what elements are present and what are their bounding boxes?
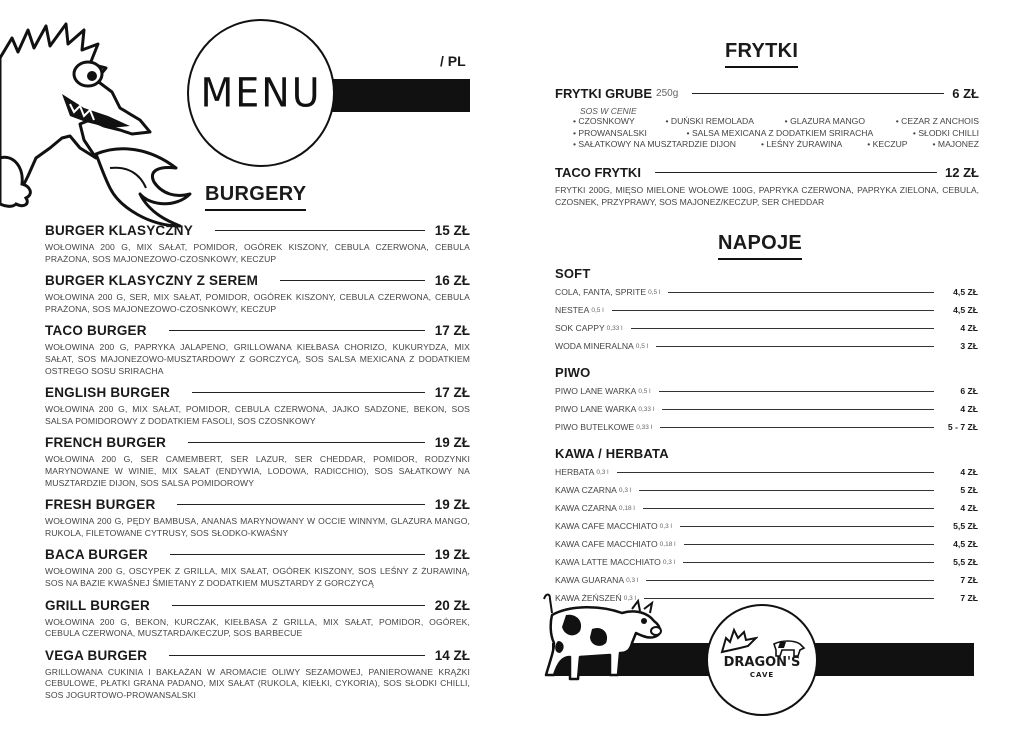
drink-price: 4,5 ZŁ <box>953 305 978 315</box>
price-leader <box>660 427 934 428</box>
drinks-list <box>555 266 978 607</box>
fries-thick-weight: 250g <box>656 88 679 99</box>
brand-logo <box>706 604 818 716</box>
drink-volume: 0,5 l <box>591 306 604 314</box>
burger-description: WOŁOWINA 200 G, MIX SAŁAT, POMIDOR, CEBULA CZERWONA, JAJKO SADZONE, BEKON, SOS SALSA POMIDOROWY Z DODATKIEM FASOLI, SOS CZOSNKOWY <box>45 404 470 426</box>
burger-name: BACA BURGER <box>45 547 148 563</box>
drink-name: KAWA GUARANA <box>555 575 625 585</box>
drink-row <box>555 283 978 301</box>
burger-price: 16 ZŁ <box>434 273 470 289</box>
burger-name: TACO BURGER <box>45 323 147 339</box>
drink-price: 3 ZŁ <box>960 341 978 351</box>
sauce-row <box>573 116 979 128</box>
drink-name: PIWO LANE WARKA <box>555 404 637 414</box>
fries-thick-section <box>555 85 979 151</box>
price-leader <box>659 391 934 392</box>
burger-price: 19 ZŁ <box>434 547 470 563</box>
burger-name: FRESH BURGER <box>45 497 156 513</box>
sauce-option: • LEŚNY ŻURAWINA <box>761 139 842 151</box>
drink-volume: 0,5 l <box>638 387 651 395</box>
burger-description: WOŁOWINA 200 G, PAPRYKA JALAPENO, GRILLOWANA KIEŁBASA CHORIZO, KUKURYDZA, MIX SAŁAT, SOS MAJONEZOWO-MUSZTARDOWY Z GORCZYCĄ, SOS SALSA MEXICANA Z DODATKIEM OSTREGO SOSU SRIRACHA <box>45 342 470 376</box>
drink-row <box>555 463 978 481</box>
fries-thick-name: FRYTKI GRUBE <box>555 86 653 101</box>
price-leader <box>617 472 934 473</box>
burger-name: BURGER KLASYCZNY Z SEREM <box>45 273 259 289</box>
price-leader <box>169 330 425 331</box>
burger-name: GRILL BURGER <box>45 597 150 613</box>
price-leader <box>683 562 934 563</box>
drink-category-title: KAWA / HERBATA <box>555 446 669 461</box>
drink-volume: 0,3 l <box>659 522 672 530</box>
sauce-option: • MAJONEZ <box>933 139 979 151</box>
drink-volume: 0,18 l <box>659 540 676 548</box>
burger-item <box>45 272 470 315</box>
drink-volume: 0,18 l <box>618 504 635 512</box>
dragon-illustration <box>0 8 200 228</box>
sauce-list <box>555 116 979 151</box>
drink-price: 4 ZŁ <box>960 323 978 333</box>
price-leader <box>639 490 934 491</box>
price-leader <box>192 392 425 393</box>
drink-row <box>555 553 978 571</box>
burger-item <box>45 222 470 265</box>
price-leader <box>644 598 934 599</box>
sauce-option: • DUŃSKI REMOLADA <box>665 116 754 128</box>
drink-name: NESTEA <box>555 305 590 315</box>
drink-name: PIWO LANE WARKA <box>555 386 637 396</box>
burger-item <box>45 322 470 377</box>
price-leader <box>215 230 425 231</box>
burger-item <box>45 597 470 640</box>
burger-price: 19 ZŁ <box>434 435 470 451</box>
drink-category-title: SOFT <box>555 266 591 281</box>
menu-badge <box>187 19 335 167</box>
drink-row <box>555 481 978 499</box>
drink-volume: 0,5 l <box>648 288 661 296</box>
menu-title: MENU <box>200 69 322 117</box>
drink-name: KAWA CZARNA <box>555 503 617 513</box>
burger-item <box>45 434 470 489</box>
sauce-row <box>573 128 979 140</box>
drink-price: 4 ZŁ <box>960 503 978 513</box>
burger-description: GRILLOWANA CUKINIA I BAKŁAŻAN W AROMACIE OLIWY SEZAMOWEJ, PANIEROWANE KRĄŻKI CEBULOWE, PŁATKI GRANA PADANO, MIX SAŁAT (RUKOLA, KIEŁKI, CYKORIA), SOS SŁODKI CHILLI, SOS JOGURTOWO-PROWANSALSKI <box>45 666 470 700</box>
price-leader <box>656 346 934 347</box>
burger-name: VEGA BURGER <box>45 647 148 663</box>
drink-volume: 0,3 l <box>623 594 636 602</box>
drink-row <box>555 571 978 589</box>
drink-price: 4,5 ZŁ <box>953 287 978 297</box>
price-leader <box>612 310 934 311</box>
drink-category-title: PIWO <box>555 365 591 380</box>
drink-volume: 0,3 l <box>596 468 609 476</box>
drink-name: WODA MINERALNA <box>555 341 634 351</box>
burger-name: BURGER KLASYCZNY <box>45 223 193 238</box>
drink-price: 5 ZŁ <box>960 485 978 495</box>
taco-fries-leader <box>655 172 937 173</box>
drink-volume: 0,33 l <box>636 423 653 431</box>
logo-text <box>724 657 801 681</box>
burger-description: WOŁOWINA 200 G, SER CAMEMBERT, SER LAZUR, SER CHEDDAR, POMIDOR, RODZYNKI MARYNOWANE W WINIE, MIX SAŁAT (ENDYWIA, LODOWA, RADICCHIO), SOS SAŁATKOWY NA MUSZTARDZIE DIJON, SOS SALSA POMIDOROWY <box>45 454 470 488</box>
sauce-option: • CZOSNKOWY <box>573 116 635 128</box>
price-leader <box>680 526 934 527</box>
drink-name: KAWA CAFE MACCHIATO <box>555 539 658 549</box>
drink-volume: 0,33 l <box>638 405 655 413</box>
logo-line-2: CAVE <box>749 671 775 679</box>
drink-price: 4 ZŁ <box>960 467 978 477</box>
drink-name: KAWA CAFE MACCHIATO <box>555 521 658 531</box>
drink-price: 5,5 ZŁ <box>953 557 978 567</box>
burger-list <box>45 222 470 708</box>
sauce-option: • GLAZURA MANGO <box>785 116 865 128</box>
taco-fries-price: 12 ZŁ <box>945 165 979 180</box>
logo-dragon-icon <box>720 624 758 654</box>
burger-price: 17 ZŁ <box>434 323 470 339</box>
burger-name: ENGLISH BURGER <box>45 385 171 401</box>
drink-name: KAWA CZARNA <box>555 485 617 495</box>
price-leader <box>280 280 425 281</box>
drink-volume: 0,33 l <box>606 324 623 332</box>
language-label: / PL <box>440 53 466 69</box>
napoje-title: NAPOJE <box>718 232 802 260</box>
drink-row <box>555 517 978 535</box>
burger-item <box>45 496 470 539</box>
price-leader <box>177 504 424 505</box>
drink-volume: 0,3 l <box>662 558 676 566</box>
price-leader <box>188 442 425 443</box>
burgers-title: BURGERY <box>205 183 306 211</box>
sauce-label: SOS W CENIE <box>580 106 637 116</box>
drink-name: COLA, FANTA, SPRITE <box>555 287 647 297</box>
sauce-option: • PROWANSALSKI <box>573 128 647 140</box>
drink-price: 7 ZŁ <box>960 593 978 603</box>
drink-row <box>555 499 978 517</box>
drink-row <box>555 382 978 400</box>
burger-name: FRENCH BURGER <box>45 435 167 451</box>
burger-price: 15 ZŁ <box>434 223 470 238</box>
drink-price: 4,5 ZŁ <box>953 539 978 549</box>
taco-fries-section <box>555 164 979 208</box>
drink-row <box>555 535 978 553</box>
drink-volume: 0,3 l <box>626 576 639 584</box>
sauce-option: • SALSA MEXICANA Z DODATKIEM SRIRACHA <box>687 128 874 140</box>
drink-name: KAWA ŻEŃSZEŃ <box>555 593 622 603</box>
drink-price: 4 ZŁ <box>960 404 978 414</box>
fries-thick-price: 6 ZŁ <box>952 86 979 101</box>
logo-line-1: DRAGON'S <box>723 655 801 670</box>
burger-description: WOŁOWINA 200 G, PĘDY BAMBUSA, ANANAS MARYNOWANY W OCCIE WINNYM, GLAZURA MANGO, RUKOLA, FILETOWANE CYTRUSY, SOS SŁODKO-KWAŚNY <box>45 516 470 538</box>
sauce-option: • KECZUP <box>867 139 907 151</box>
burger-price: 20 ZŁ <box>434 597 470 613</box>
drink-row <box>555 319 978 337</box>
burger-item <box>45 384 470 427</box>
taco-fries-name: TACO FRYTKI <box>555 165 641 180</box>
price-leader <box>646 580 934 581</box>
drink-price: 7 ZŁ <box>960 575 978 585</box>
burger-description: WOŁOWINA 200 G, OSCYPEK Z GRILLA, MIX SAŁAT, OGÓREK KISZONY, SOS LEŚNY Z ŻURAWINĄ, SOS NA BAZIE KWAŚNEJ ŚMIETANY Z DODATKIEM MUSZTARDY Z GORCZYCĄ <box>45 566 470 588</box>
drink-row <box>555 301 978 319</box>
burger-description: WOŁOWINA 200 G, MIX SAŁAT, POMIDOR, OGÓREK KISZONY, CEBULA CZERWONA, CEBULA PRAŻONA, SOS MAJONEZOWO-CZOSNKOWY, KECZUP <box>45 242 470 264</box>
sauce-option: • SŁODKI CHILLI <box>913 128 979 140</box>
drink-name: KAWA LATTE MACCHIATO <box>555 557 661 567</box>
taco-fries-desc: FRYTKI 200G, MIĘSO MIELONE WOŁOWE 100G, PAPRYKA CZERWONA, PAPRYKA ZIELONA, CEBULA, CZOSNEK, PRZYPRAWY, SOS MAJONEZ/KECZUP, SER CHEDDAR <box>555 185 979 207</box>
burger-item <box>45 546 470 589</box>
drink-price: 5 - 7 ZŁ <box>947 422 978 432</box>
burger-description: WOŁOWINA 200 G, SER, MIX SAŁAT, POMIDOR, OGÓREK KISZONY, CEBULA CZERWONA, CEBULA PRAŻONA, SOS MAJONEZOWO-CZOSNKOWY, KECZUP <box>45 292 470 314</box>
sauce-option: • CEZAR Z ANCHOIS <box>896 116 979 128</box>
burger-price: 19 ZŁ <box>434 497 470 513</box>
price-leader <box>631 328 934 329</box>
price-leader <box>668 292 934 293</box>
drink-name: SOK CAPPY <box>555 323 605 333</box>
drink-row <box>555 418 978 436</box>
drink-volume: 0,3 l <box>618 486 632 494</box>
burger-item <box>45 647 470 702</box>
drink-row <box>555 337 978 355</box>
price-leader <box>684 544 934 545</box>
burger-description: WOŁOWINA 200 G, BEKON, KURCZAK, KIEŁBASA Z GRILLA, MIX SAŁAT, POMIDOR, OGÓREK, CEBULA CZERWONA, MUSZTARDA/KECZUP, SOS BARBECUE <box>45 616 470 639</box>
price-leader <box>169 655 425 656</box>
cow-illustration <box>540 591 665 686</box>
price-leader <box>662 409 934 410</box>
price-leader <box>643 508 934 509</box>
fries-thick-leader <box>692 93 944 94</box>
logo-cow-icon <box>772 636 806 658</box>
drink-name: HERBATA <box>555 467 595 477</box>
burger-price: 17 ZŁ <box>434 385 470 401</box>
price-leader <box>170 554 425 555</box>
burger-price: 14 ZŁ <box>434 647 470 663</box>
frytki-title: FRYTKI <box>725 40 798 68</box>
drink-row <box>555 400 978 418</box>
drink-volume: 0,5 l <box>635 342 649 350</box>
price-leader <box>172 605 425 606</box>
sauce-option: • SAŁATKOWY NA MUSZTARDZIE DIJON <box>573 139 736 151</box>
sauce-row <box>573 139 979 151</box>
drink-name: PIWO BUTELKOWE <box>555 422 635 432</box>
drink-price: 6 ZŁ <box>960 386 978 396</box>
drink-price: 5,5 ZŁ <box>953 521 978 531</box>
